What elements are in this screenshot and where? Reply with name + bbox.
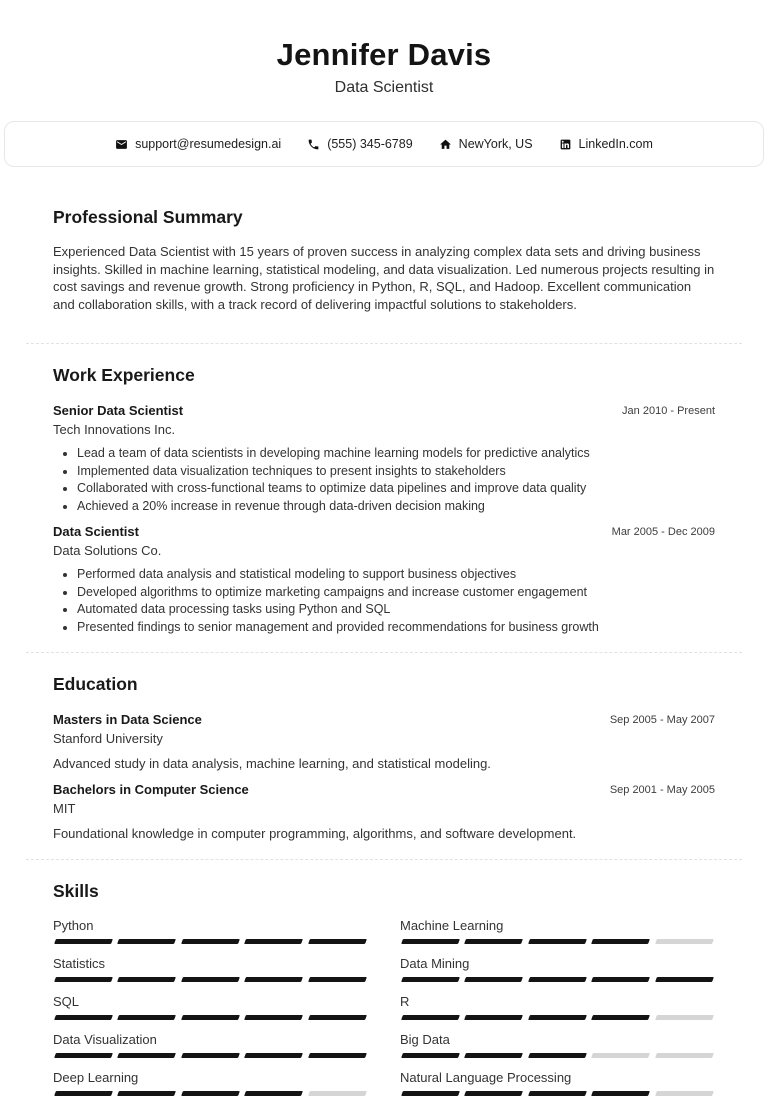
resume-header xyxy=(0,0,768,97)
candidate-title: Data Scientist xyxy=(334,79,434,96)
skill-bar-segment xyxy=(181,939,240,944)
skill-level-bar xyxy=(53,1015,368,1020)
skill-name: Statistics xyxy=(53,956,106,971)
envelope-icon xyxy=(115,138,128,151)
contact-location-text: NewYork, US xyxy=(458,137,533,151)
skill-name: Python xyxy=(53,918,94,933)
skill-row xyxy=(400,1031,715,1058)
skill-bar-segment xyxy=(464,977,523,982)
candidate-name: Jennifer Davis xyxy=(276,37,492,72)
skill-bar-segment xyxy=(117,1053,176,1058)
skill-bar-segment xyxy=(591,1015,650,1020)
skill-bar-segment xyxy=(54,1091,113,1096)
skill-bar-segment xyxy=(308,939,367,944)
skill-bar-segment xyxy=(655,1053,714,1058)
skill-row xyxy=(400,917,715,944)
degree-title: Bachelors in Computer Science xyxy=(53,781,249,797)
skill-bar-segment xyxy=(117,977,176,982)
section-education xyxy=(53,653,715,842)
experience-heading: Work Experience xyxy=(53,365,195,385)
skill-row xyxy=(53,917,368,944)
skill-bar-segment xyxy=(117,939,176,944)
skill-bar-segment xyxy=(401,1015,460,1020)
skill-bar-segment xyxy=(655,939,714,944)
skill-bar-segment xyxy=(591,977,650,982)
section-professional-summary xyxy=(53,167,715,313)
skill-level-bar xyxy=(53,1053,368,1058)
skill-bar-segment xyxy=(401,977,460,982)
skill-bar-segment xyxy=(117,1091,176,1096)
skill-bar-segment xyxy=(181,977,240,982)
skills-heading: Skills xyxy=(53,881,99,901)
section-work-experience xyxy=(53,344,715,636)
degree-dates: Sep 2005 - May 2007 xyxy=(609,714,715,726)
skill-bar-segment xyxy=(244,939,303,944)
contact-item-linkedin[interactable] xyxy=(559,137,653,151)
job-bullet: • Developed algorithms to optimize marketing campaigns and increase customer engagement xyxy=(77,584,715,602)
skill-name: Natural Language Processing xyxy=(400,1070,572,1085)
skill-bar-segment xyxy=(54,1015,113,1020)
skill-level-bar xyxy=(400,1015,715,1020)
skill-bar-segment xyxy=(464,1091,523,1096)
contact-item-phone[interactable] xyxy=(307,137,412,151)
job-title: Senior Data Scientist xyxy=(53,403,184,418)
degree-entry xyxy=(53,782,715,843)
job-bullet-list xyxy=(53,566,715,636)
skill-bar-segment xyxy=(181,1015,240,1020)
skill-bar-segment xyxy=(401,1053,460,1058)
degree-description: Foundational knowledge in computer programming, algorithms, and software development. xyxy=(53,825,577,841)
skill-level-bar xyxy=(400,977,715,982)
home-icon xyxy=(439,138,452,151)
skill-level-bar xyxy=(53,977,368,982)
skill-row xyxy=(53,1069,368,1096)
skill-row xyxy=(53,955,368,982)
degree-title: Masters in Data Science xyxy=(53,712,202,727)
job-company: Tech Innovations Inc. xyxy=(53,422,176,437)
skill-bar-segment xyxy=(308,1091,367,1096)
contact-phone-text: (555) 345-6789 xyxy=(327,137,413,151)
skill-bar-segment xyxy=(655,1015,714,1020)
skill-bar-segment xyxy=(244,1091,303,1096)
skill-bar-segment xyxy=(244,977,303,982)
skill-bar-segment xyxy=(591,1091,650,1096)
degree-school: MIT xyxy=(53,800,76,816)
job-bullet-list xyxy=(53,445,715,515)
resume-body xyxy=(53,167,715,1096)
skill-bar-segment xyxy=(308,1015,367,1020)
skill-bar-segment xyxy=(401,1091,460,1096)
job-entry xyxy=(53,524,715,636)
contact-item-email[interactable] xyxy=(115,137,281,151)
skill-bar-segment xyxy=(655,1091,714,1096)
skill-name: Machine Learning xyxy=(400,918,504,933)
skill-level-bar xyxy=(400,939,715,944)
skill-name: Big Data xyxy=(400,1032,450,1047)
job-entry-head xyxy=(53,524,715,540)
linkedin-icon xyxy=(559,138,572,151)
skill-bar-segment xyxy=(528,1015,587,1020)
skill-bar-segment xyxy=(181,1053,240,1058)
skill-bar-segment xyxy=(244,1053,303,1058)
skill-bar-segment xyxy=(528,1091,587,1096)
skill-bar-segment xyxy=(244,1015,303,1020)
job-company: Data Solutions Co. xyxy=(53,543,162,558)
job-entry xyxy=(53,403,715,515)
skill-bar-segment xyxy=(54,939,113,944)
job-bullet: • Collaborated with cross-functional teams to optimize data pipelines and improve data quality xyxy=(77,480,715,498)
skill-bar-segment xyxy=(54,977,113,982)
contact-email-text: support@resumedesign.ai xyxy=(135,137,282,151)
degree-entry-head xyxy=(53,782,715,798)
job-bullet: • Implemented data visualization techniques to present insights to stakeholders xyxy=(77,463,715,481)
skill-bar-segment xyxy=(117,1015,176,1020)
skill-row xyxy=(53,993,368,1020)
job-title: Data Scientist xyxy=(53,524,139,539)
job-dates: Mar 2005 - Dec 2009 xyxy=(611,526,715,538)
skill-level-bar xyxy=(400,1053,715,1058)
skill-name: Deep Learning xyxy=(53,1070,139,1085)
skills-grid xyxy=(53,917,715,1096)
skill-row xyxy=(400,1069,715,1096)
skill-name: Data Mining xyxy=(400,956,470,971)
skill-bar-segment xyxy=(655,977,714,982)
skill-bar-segment xyxy=(528,1053,587,1058)
skill-bar-segment xyxy=(464,1015,523,1020)
skill-bar-segment xyxy=(528,939,587,944)
degree-school: Stanford University xyxy=(53,731,163,746)
skill-bar-segment xyxy=(464,939,523,944)
skill-name: SQL xyxy=(53,994,80,1009)
contact-bar xyxy=(4,121,764,167)
skill-bar-segment xyxy=(308,1053,367,1058)
skill-level-bar xyxy=(53,1091,368,1096)
job-bullet: • Lead a team of data scientists in developing machine learning models for predictive analytics xyxy=(77,445,715,463)
skill-name: R xyxy=(400,994,410,1009)
skill-bar-segment xyxy=(401,939,460,944)
skill-row xyxy=(53,1031,368,1058)
section-skills xyxy=(53,860,715,1096)
phone-icon xyxy=(307,138,320,151)
skill-bar-segment xyxy=(591,1053,650,1058)
skill-row xyxy=(400,993,715,1020)
skill-bar-segment xyxy=(181,1091,240,1096)
degree-entry-head xyxy=(53,712,715,728)
job-entry-head xyxy=(53,403,715,419)
job-bullet: • Automated data processing tasks using Python and SQL xyxy=(77,601,715,619)
skill-bar-segment xyxy=(54,1053,113,1058)
summary-text: Experienced Data Scientist with 15 years of proven success in analyzing complex data sets and driving business insights. Skilled in machine learning, statistical modeling, and data visualization. Led numerous projects resulting in cost savings and revenue growth. Strong proficiency in Python, R, SQL, and Hadoop. Excellent communication and collaboration skills, with a track record of delivering impactful solutions to stakeholders. xyxy=(53,244,715,312)
contact-item-location[interactable] xyxy=(439,137,533,151)
education-heading: Education xyxy=(53,674,138,694)
skill-name: Data Visualization xyxy=(53,1032,157,1047)
job-bullet: • Performed data analysis and statistical modeling to support business objectives xyxy=(77,566,715,584)
degree-description: Advanced study in data analysis, machine learning, and statistical modeling. xyxy=(53,756,491,771)
skill-bar-segment xyxy=(308,977,367,982)
degree-dates: Sep 2001 - May 2005 xyxy=(609,783,715,796)
skill-row xyxy=(400,955,715,982)
skill-bar-segment xyxy=(591,939,650,944)
contact-linkedin-text: LinkedIn.com xyxy=(578,137,653,151)
job-dates: Jan 2010 - Present xyxy=(622,405,715,417)
skill-bar-segment xyxy=(464,1053,523,1058)
skill-level-bar xyxy=(400,1091,715,1096)
skill-bar-segment xyxy=(528,977,587,982)
job-bullet: • Presented findings to senior management and provided recommendations for business growth xyxy=(77,619,715,637)
job-bullet: • Achieved a 20% increase in revenue through data-driven decision making xyxy=(77,498,715,516)
degree-entry xyxy=(53,712,715,773)
summary-heading: Professional Summary xyxy=(53,207,243,227)
skill-level-bar xyxy=(53,939,368,944)
